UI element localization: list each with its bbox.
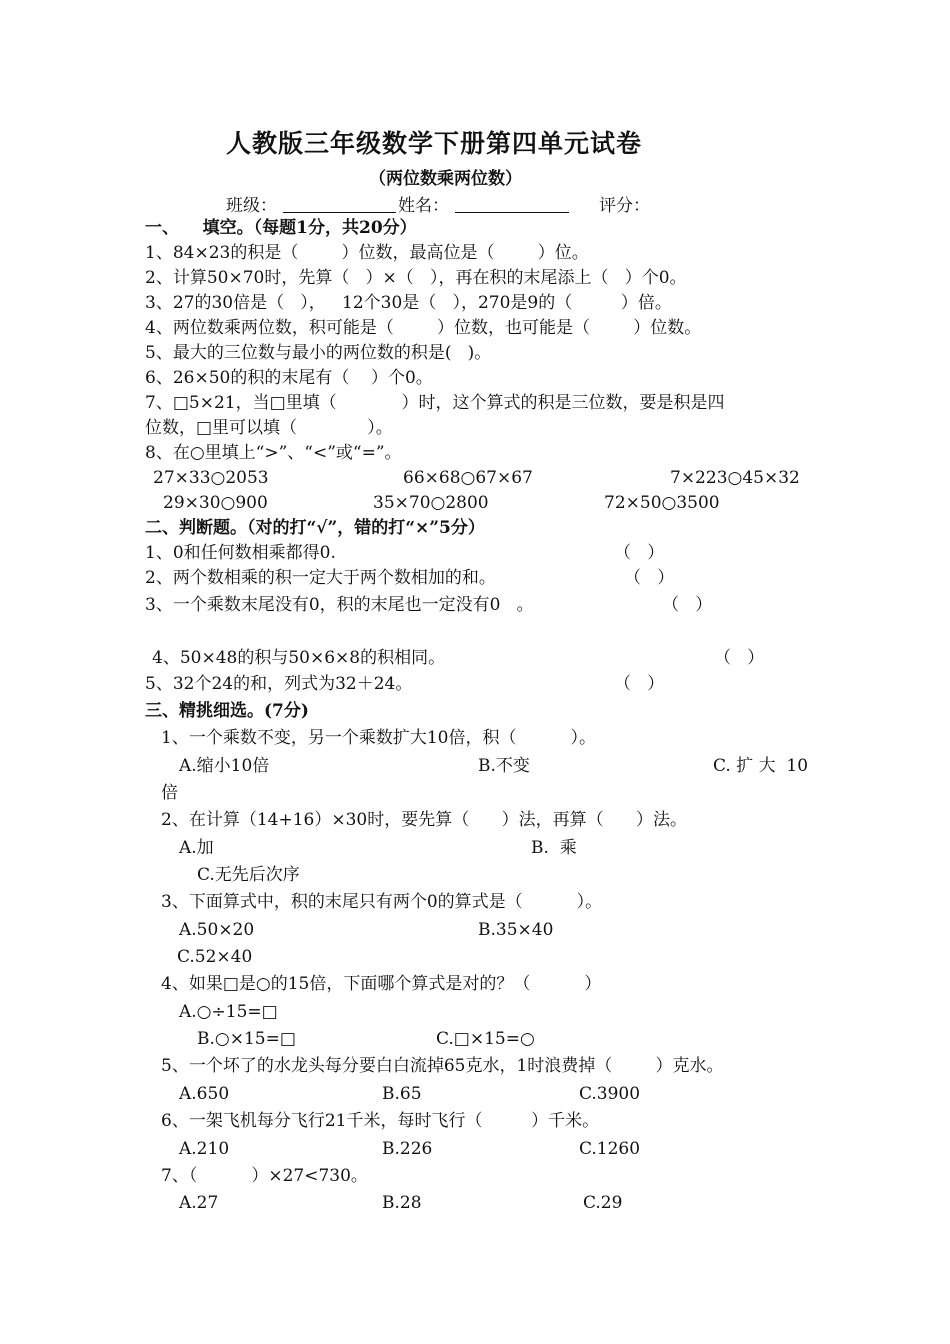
choice-option-c[interactable]: C. 扩 大 10 bbox=[713, 756, 809, 776]
fill-item: 1、84×23的积是（ ）位数，最高位是（ ）位。 bbox=[145, 243, 589, 263]
choice-option-a[interactable]: A.27 bbox=[179, 1193, 219, 1213]
judge-item-text: 4、50×48的积与50×6×8的积相同。 bbox=[152, 648, 446, 668]
fill-item: 3、27的30倍是（ ）， 12个30是（ ），270是9的（ ）倍。 bbox=[145, 293, 672, 313]
choice-question-stem: 5、一个坏了的水龙头每分要白白流掉65克水，1时浪费掉（ ）克水。 bbox=[161, 1056, 724, 1076]
choice-option-b[interactable]: B.35×40 bbox=[478, 920, 554, 940]
fill-item: 4、两位数乘两位数，积可能是（ ）位数，也可能是（ ）位数。 bbox=[145, 318, 702, 338]
compare-expression: 66×68○67×67 bbox=[403, 468, 533, 488]
choice-option-b[interactable]: B.65 bbox=[382, 1084, 422, 1104]
choice-option-b[interactable]: B. 乘 bbox=[531, 838, 577, 858]
page-subtitle: （两位数乘两位数） bbox=[369, 169, 522, 189]
judge-item-mark[interactable]: （ ） bbox=[714, 648, 765, 668]
choice-question-stem: 4、如果□是○的15倍，下面哪个算式是对的？（ ） bbox=[161, 974, 602, 994]
choice-option-a[interactable]: A.210 bbox=[179, 1139, 230, 1159]
choice-option-c[interactable]: C.无先后次序 bbox=[197, 865, 300, 885]
compare-expression: 7×223○45×32 bbox=[670, 468, 800, 488]
choice-option-b[interactable]: B.226 bbox=[382, 1139, 433, 1159]
fill-item: 8、在○里填上“>”、“<”或“=”。 bbox=[145, 443, 402, 463]
section1-heading: 一、 填空。（每题1分，共20分） bbox=[145, 218, 417, 238]
judge-item-text: 3、一个乘数末尾没有0，积的末尾也一定没有0 。 bbox=[145, 595, 534, 615]
choice-option-c[interactable]: C.29 bbox=[583, 1193, 623, 1213]
fill-item: 2、计算50×70时，先算（ ）×（ ），再在积的末尾添上（ ）个0。 bbox=[145, 268, 687, 288]
fill-item: 5、最大的三位数与最小的两位数的积是( )。 bbox=[145, 343, 492, 363]
choice-option-c-continued: 倍 bbox=[161, 783, 178, 803]
judge-item-mark[interactable]: （ ） bbox=[614, 674, 665, 694]
judge-item-text: 5、32个24的和，列式为32＋24。 bbox=[145, 674, 413, 694]
score-label: 评分： bbox=[599, 196, 650, 216]
page-title: 人教版三年级数学下册第四单元试卷 bbox=[226, 129, 643, 158]
fill-item: 6、26×50的积的末尾有（ ）个0。 bbox=[145, 368, 433, 388]
name-field[interactable] bbox=[455, 196, 569, 213]
choice-option-a[interactable]: A.50×20 bbox=[179, 920, 255, 940]
fill-item: 7、□5×21，当□里填（ ）时，这个算式的积是三位数，要是积是四 bbox=[145, 393, 725, 413]
choice-option-c[interactable]: C.□×15=○ bbox=[436, 1029, 535, 1049]
compare-expression: 27×33○2053 bbox=[153, 468, 269, 488]
choice-option-c[interactable]: C.1260 bbox=[579, 1139, 641, 1159]
class-label: 班级： bbox=[226, 196, 277, 216]
judge-item-mark[interactable]: （ ） bbox=[614, 543, 665, 563]
choice-option-a[interactable]: A.加 bbox=[179, 838, 214, 858]
choice-option-c[interactable]: C.52×40 bbox=[177, 947, 253, 967]
compare-expression: 72×50○3500 bbox=[604, 493, 720, 513]
choice-option-b[interactable]: B.28 bbox=[382, 1193, 422, 1213]
choice-question-stem: 3、下面算式中，积的末尾只有两个0的算式是（ ）。 bbox=[161, 892, 603, 912]
choice-option-b[interactable]: B.不变 bbox=[478, 756, 530, 776]
choice-option-c[interactable]: C.3900 bbox=[579, 1084, 641, 1104]
judge-item-text: 1、0和任何数相乘都得0. bbox=[145, 543, 336, 563]
judge-item-mark[interactable]: （ ） bbox=[624, 568, 675, 588]
section2-heading: 二、判断题。（对的打“√”，错的打“×”5分） bbox=[145, 518, 485, 538]
judge-item-mark[interactable]: （ ） bbox=[662, 595, 713, 615]
choice-question-stem: 7、（ ）×27<730。 bbox=[161, 1166, 368, 1186]
fill-item: 位数，□里可以填（ ）。 bbox=[145, 418, 393, 438]
choice-option-a[interactable]: A.○÷15=□ bbox=[179, 1002, 278, 1022]
section3-heading: 三、精挑细选。(7分) bbox=[145, 701, 309, 721]
name-label: 姓名： bbox=[398, 196, 449, 216]
choice-option-a[interactable]: A.650 bbox=[179, 1084, 230, 1104]
judge-item-text: 2、两个数相乘的积一定大于两个数相加的和。 bbox=[145, 568, 496, 588]
choice-option-a[interactable]: A.缩小10倍 bbox=[179, 756, 270, 776]
compare-expression: 29×30○900 bbox=[163, 493, 268, 513]
compare-expression: 35×70○2800 bbox=[373, 493, 489, 513]
choice-question-stem: 6、一架飞机每分飞行21千米，每时飞行（ ）千米。 bbox=[161, 1111, 600, 1131]
choice-option-b[interactable]: B.○×15=□ bbox=[197, 1029, 296, 1049]
choice-question-stem: 2、在计算（14+16）×30时，要先算（ ）法，再算（ ）法。 bbox=[161, 810, 688, 830]
class-field[interactable] bbox=[283, 196, 396, 213]
choice-question-stem: 1、一个乘数不变，另一个乘数扩大10倍，积（ ）。 bbox=[161, 728, 596, 748]
